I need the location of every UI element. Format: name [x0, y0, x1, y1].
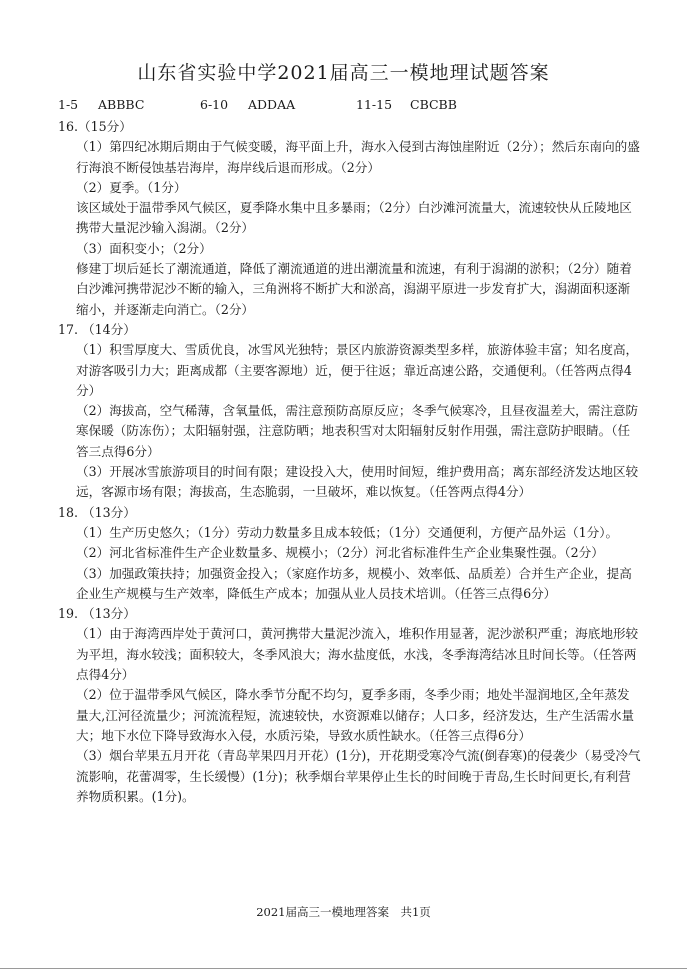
question-17-heading: 17. （14分）	[58, 321, 136, 337]
question-16-part-2-answer: 该区域处于温带季风气候区，夏季降水集中且多暴雨；（2分）白沙滩河流量大，流速较快从丘陵地区携带大量泥沙输入潟湖。（2分）	[76, 200, 632, 236]
question-16-part-3-answer: 修建丁坝后延长了潮流通道，降低了潮流通道的进出潮流量和流速，有利于潟湖的淤积；（2分）随着白沙滩河携带泥沙不断的输入，三角洲将不断扩大和淤高，潟湖平原进一步发育扩大，潟湖面积逐渐缩小，并逐渐走向消亡。（2分）	[76, 261, 632, 317]
question-19-part-3: （3）烟台苹果五月开花（青岛苹果四月开花）(1分)，开花期受寒冷气流(倒春寒)的侵袭少（易受冷气流影响，花蕾凋零，生长缓慢）(1分)；秋季烟台苹果停止生长的时间晚于青岛,生长时间更长,有利营养物质积累。(1分)。	[76, 748, 641, 804]
question-17-part-2: （2）海拔高，空气稀薄，含氧量低，需注意预防高原反应；冬季气候寒冷，且昼夜温差大，需注意防寒保暖（防冻伤）；太阳辐射强，注意防晒；地表积雪对太阳辐射反射作用强，需注意防护眼睛。（任答三点得6分）	[76, 403, 639, 459]
question-16	[58, 117, 642, 320]
page-bottom-border	[0, 968, 687, 969]
question-16-part-3-heading: （3）面积变小；（2分）	[76, 240, 212, 256]
question-19	[58, 604, 642, 807]
question-19-part-2: （2）位于温带季风气候区，降水季节分配不均匀，夏季多雨，冬季少雨；地处半湿润地区,全年蒸发量大,江河径流量少；河流流程短，流速较快，水资源难以储存；人口多，经济发达，生产生活需水量大；地下水位下降导致海水入侵，水质污染，导致水质性缺水。（任答三点得6分）	[76, 687, 635, 743]
question-17-part-3: （3）开展冰雪旅游项目的时间有限；建设投入大，使用时间短，维护费用高；离东部经济发达地区较远，客源市场有限；海拔高，生态脆弱，一旦破坏，难以恢复。（任答两点得4分）	[76, 464, 639, 500]
mc-range-2: 6-10	[200, 97, 229, 112]
question-19-part-1: （1）由于海湾西岸处于黄河口，黄河携带大量泥沙流入，堆积作用显著，泥沙淤积严重；海底地形较为平坦，海水较浅；面积较大，冬季风浪大；海水盐度低，水浅，冬季海湾结冰且时间长等。（任答两点得4分）	[76, 626, 639, 683]
question-18-part-1: （1）生产历史悠久；（1分）劳动力数量多且成本较低；（1分）交通便利，方便产品外运（1分）。	[76, 524, 619, 540]
question-17	[58, 320, 642, 503]
question-19-heading: 19. （13分）	[58, 606, 136, 622]
mc-range-1: 1-5	[58, 97, 79, 112]
question-18	[58, 503, 642, 604]
question-18-heading: 18. （13分）	[58, 504, 136, 520]
mc-answer-2: ADDAA	[248, 97, 296, 112]
answers-content	[58, 117, 642, 807]
question-16-heading: 16.（15分）	[58, 119, 132, 134]
mc-range-3: 11-15	[356, 97, 393, 112]
question-16-part-1: （1）第四纪冰期后期由于气候变暖，海平面上升，海水入侵到古海蚀崖附近（2分）；然后东南向的盛行海浪不断侵蚀基岩海岸，海岸线后退而形成。（2分）	[76, 139, 640, 175]
mc-answer-3: CBCBB	[410, 97, 457, 112]
question-18-part-3: （3）加强政策扶持；加强资金投入；（家庭作坊多，规模小、效率低、品质差）合并生产企业，提高企业生产规模与生产效率，降低生产成本；加强从业人员技术培训。（任答三点得6分）	[76, 565, 632, 601]
mc-answer-1: ABBBC	[98, 97, 145, 112]
question-17-part-1: （1）积雪厚度大、雪质优良，冰雪风光独特；景区内旅游资源类型多样，旅游体验丰富；知名度高，对游客吸引力大；距离成都（主要客源地）近，便于往返；靠近高速公路，交通便利。（任答两点得4分）	[76, 342, 639, 398]
question-16-part-2-heading: （2）夏季。（1分）	[76, 179, 187, 195]
question-18-part-2: （2）河北省标准件生产企业数量多、规模小；（2分）河北省标准件生产企业集聚性强。（2分）	[76, 545, 604, 561]
document-title: 山东省实验中学2021届高三一模地理试题答案	[137, 62, 550, 84]
page-footer: 2021届高三一模地理答案 共1页	[256, 905, 431, 919]
